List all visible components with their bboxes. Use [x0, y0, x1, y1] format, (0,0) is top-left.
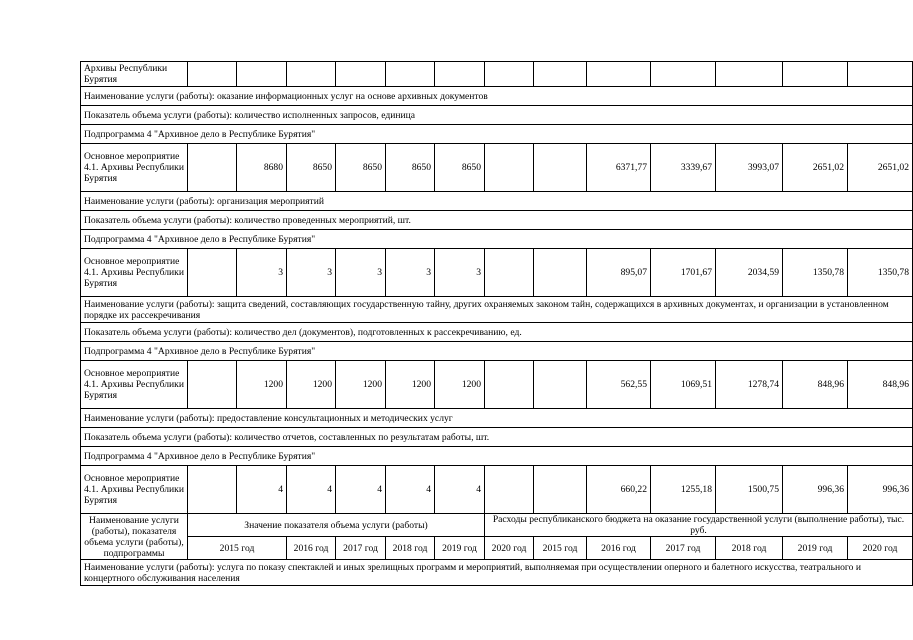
header-year-cell: 2017 год	[651, 537, 716, 560]
value-cell: 8650	[336, 144, 386, 192]
cost-cell: 3339,67	[651, 144, 716, 192]
indicator-row	[81, 211, 913, 230]
value-cell: 4	[435, 466, 485, 514]
program-row	[81, 342, 913, 361]
cost-cell: 562,55	[587, 361, 651, 409]
cost-cell: 1701,67	[651, 249, 716, 297]
cost-cell: 2034,59	[716, 249, 783, 297]
cost-cell: 848,96	[783, 361, 848, 409]
activity-row	[81, 466, 913, 514]
program-cell: Подпрограмма 4 "Архивное дело в Республике Бурятия"	[81, 342, 913, 361]
service-row	[81, 297, 913, 323]
cost-cell: 848,96	[848, 361, 913, 409]
header-years-row	[81, 537, 913, 560]
activity-row	[81, 144, 913, 192]
activity-name-cell: Основное мероприятие 4.1. Архивы Республики Бурятия	[81, 144, 188, 192]
cost-cell: 996,36	[783, 466, 848, 514]
value-cell: 3	[435, 249, 485, 297]
cost-cell: 1278,74	[716, 361, 783, 409]
header-year-cell: 2019 год	[435, 537, 485, 560]
service-name-cell: Наименование услуги (работы): предоставление консультационных и методических услуг	[81, 409, 913, 428]
cost-cell: 1255,18	[651, 466, 716, 514]
cost-cell: 2651,02	[783, 144, 848, 192]
indicator-cell: Показатель объема услуги (работы): количество проведенных мероприятий, шт.	[81, 211, 913, 230]
cost-cell: 1500,75	[716, 466, 783, 514]
activity-name-cell: Основное мероприятие 4.1. Архивы Республики Бурятия	[81, 249, 188, 297]
cost-cell: 2651,02	[848, 144, 913, 192]
indicator-cell: Показатель объема услуги (работы): количество отчетов, составленных по результатам работы, шт.	[81, 428, 913, 447]
indicator-row	[81, 106, 913, 125]
value-cell: 3	[386, 249, 435, 297]
indicator-cell: Показатель объема услуги (работы): количество исполненных запросов, единица	[81, 106, 913, 125]
header-year-cell: 2016 год	[587, 537, 651, 560]
value-cell: 1200	[237, 361, 287, 409]
value-cell: 1200	[336, 361, 386, 409]
indicator-row	[81, 323, 913, 342]
cost-cell: 1350,78	[783, 249, 848, 297]
value-cell: 3	[237, 249, 287, 297]
value-cell: 8680	[237, 144, 287, 192]
header-year-cell: 2020 год	[485, 537, 534, 560]
indicator-row	[81, 428, 913, 447]
program-row	[81, 447, 913, 466]
value-cell: 8650	[287, 144, 336, 192]
activity-name-cell: Архивы Республики Бурятия	[81, 62, 188, 87]
program-cell: Подпрограмма 4 "Архивное дело в Республике Бурятия"	[81, 125, 913, 144]
activity-row	[81, 361, 913, 409]
header-year-cell: 2015 год	[188, 537, 287, 560]
header-values-group: Значение показателя объема услуги (работы)	[188, 514, 485, 537]
service-name-cell: Наименование услуги (работы): услуга по показу спектаклей и иных зрелищных программ и мероприятий, выполняемая при осуществлении оперного и балетного искусства, театрального и концертного обслуживания населения	[81, 560, 913, 586]
program-row	[81, 125, 913, 144]
activity-name-cell: Основное мероприятие 4.1. Архивы Республики Бурятия	[81, 361, 188, 409]
cost-cell: 3993,07	[716, 144, 783, 192]
value-cell: 8650	[435, 144, 485, 192]
program-cell: Подпрограмма 4 "Архивное дело в Республике Бурятия"	[81, 447, 913, 466]
service-row	[81, 560, 913, 586]
value-cell: 4	[336, 466, 386, 514]
header-year-cell: 2015 год	[534, 537, 587, 560]
header-year-cell: 2018 год	[386, 537, 435, 560]
header-row	[81, 514, 913, 537]
cost-cell: 660,22	[587, 466, 651, 514]
header-year-cell: 2020 год	[848, 537, 913, 560]
cost-cell: 1069,51	[651, 361, 716, 409]
service-row	[81, 409, 913, 428]
value-cell: 4	[287, 466, 336, 514]
header-year-cell: 2016 год	[287, 537, 336, 560]
activity-row	[81, 249, 913, 297]
value-cell: 4	[386, 466, 435, 514]
value-cell: 3	[336, 249, 386, 297]
activity-name-cell: Основное мероприятие 4.1. Архивы Республики Бурятия	[81, 466, 188, 514]
indicator-cell: Показатель объема услуги (работы): количество дел (документов), подготовленных к рассекречиванию, ед.	[81, 323, 913, 342]
program-row	[81, 230, 913, 249]
service-name-cell: Наименование услуги (работы): защита сведений, составляющих государственную тайну, других охраняемых законом тайн, содержащихся в архивных документах, и организации в установленном порядке их рассекречивания	[81, 297, 913, 323]
value-cell: 1200	[386, 361, 435, 409]
header-name-cell: Наименование услуги (работы), показателя объема услуги (работы), подпрограммы	[81, 514, 188, 560]
header-costs-group: Расходы республиканского бюджета на оказание государственной услуги (выполнение работы), тыс. руб.	[485, 514, 913, 537]
cost-cell: 6371,77	[587, 144, 651, 192]
service-row	[81, 87, 913, 106]
service-row	[81, 192, 913, 211]
value-cell: 4	[237, 466, 287, 514]
value-cell: 3	[287, 249, 336, 297]
service-name-cell: Наименование услуги (работы): оказание информационных услуг на основе архивных документов	[81, 87, 913, 106]
cost-cell: 895,07	[587, 249, 651, 297]
header-year-cell: 2017 год	[336, 537, 386, 560]
cost-cell: 1350,78	[848, 249, 913, 297]
value-cell: 1200	[287, 361, 336, 409]
service-name-cell: Наименование услуги (работы): организация мероприятий	[81, 192, 913, 211]
program-cell: Подпрограмма 4 "Архивное дело в Республике Бурятия"	[81, 230, 913, 249]
header-year-cell: 2019 год	[783, 537, 848, 560]
document-page	[80, 61, 909, 586]
header-year-cell: 2018 год	[716, 537, 783, 560]
services-table	[80, 61, 913, 586]
value-cell: 8650	[386, 144, 435, 192]
cost-cell: 996,36	[848, 466, 913, 514]
table-row	[81, 62, 913, 87]
value-cell: 1200	[435, 361, 485, 409]
